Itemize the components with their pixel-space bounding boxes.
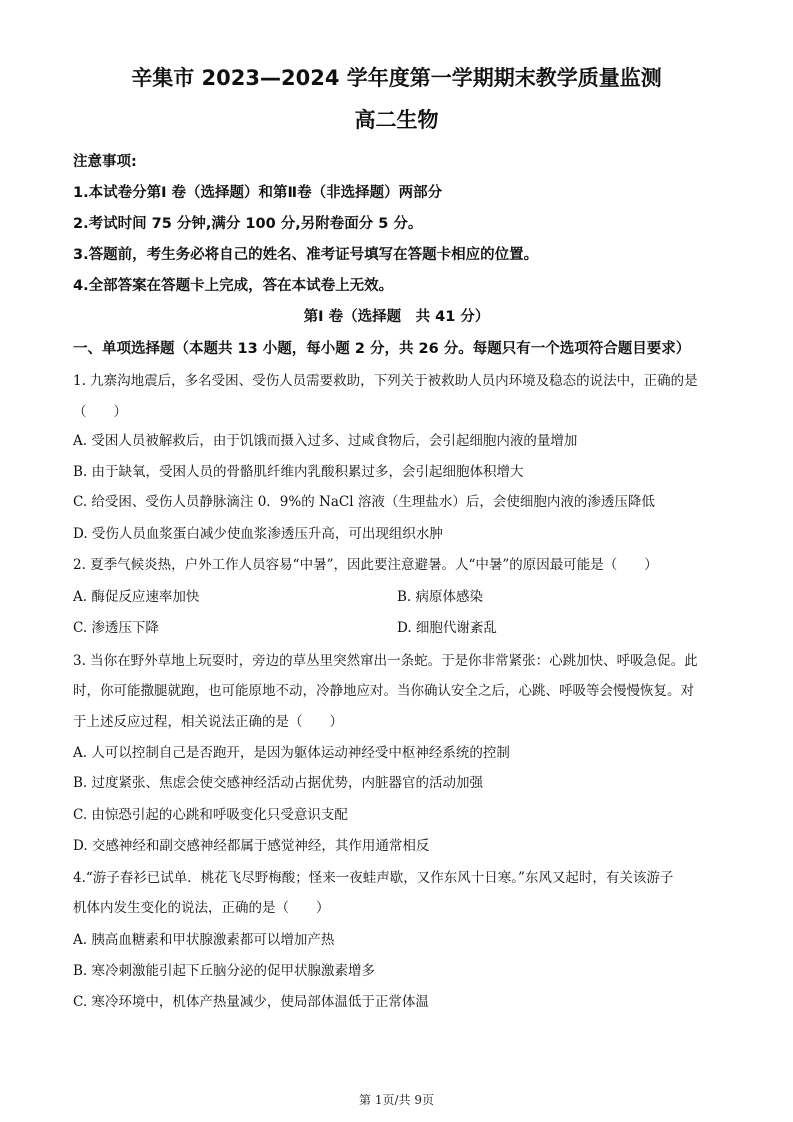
question-2-option-d: D. 细胞代谢紊乱 — [397, 620, 497, 636]
part-heading: 一、单项选择题（本题共 13 小题，每小题 2 分，共 26 分。每题只有一个选项符合题目要求） — [73, 341, 691, 357]
question-4-stem: 4.“游子春衫已试单．桃花飞尽野梅酸；怪来一夜蛙声歇，又作东风十日寒。”东风又起时，有关该游子 — [73, 870, 674, 886]
question-3-option-b: B. 过度紧张、焦虑会使交感神经活动占据优势，内脏器官的活动加强 — [73, 775, 484, 791]
notice-item: 2.考试时间 75 分钟,满分 100 分,另附卷面分 5 分。 — [73, 216, 423, 232]
question-1-stem: （ ） — [73, 404, 127, 420]
question-1-option-d: D. 受伤人员血浆蛋白减少使血浆渗透压升高，可出现组织水肿 — [73, 526, 443, 542]
question-4-option-b: B. 寒冷刺激能引起下丘脑分泌的促甲状腺激素增多 — [73, 963, 376, 979]
question-1-option-c: C. 给受困、受伤人员静脉滴注 0．9%的 NaCl 溶液（生理盐水）后，会使细胞内液的渗透压降低 — [73, 494, 655, 510]
exam-title: 辛集市 2023—2024 学年度第一学期期末教学质量监测 — [131, 66, 662, 90]
question-3-stem: 于上述反应过程，相关说法正确的是（ ） — [73, 714, 343, 730]
question-4-option-c: C. 寒冷环境中，机体产热量减少，使局部体温低于正常体温 — [73, 994, 429, 1010]
question-3-stem: 3. 当你在野外草地上玩耍时，旁边的草丛里突然窜出一条蛇。于是你非常紧张：心跳加快、呼吸急促。此 — [73, 653, 698, 669]
question-2-option-b: B. 病原体感染 — [397, 589, 484, 605]
section-title: 第Ⅰ 卷（选择题 共 41 分） — [303, 309, 490, 325]
question-2-stem: 2. 夏季气候炎热，户外工作人员容易“中暑”，因此要注意避暑。人“中暑”的原因最可能是（ ） — [73, 557, 658, 573]
notice-item: 1.本试卷分第Ⅰ 卷（选择题）和第Ⅱ卷（非选择题）两部分 — [73, 185, 443, 201]
question-4-option-a: A. 胰高血糖素和甲状腺激素都可以增加产热 — [73, 932, 335, 948]
notice-item: 4.全部答案在答题卡上完成，答在本试卷上无效。 — [73, 278, 394, 294]
question-1-option-b: B. 由于缺氧，受困人员的骨骼肌纤维内乳酸积累过多，会引起细胞体积增大 — [73, 464, 524, 480]
question-1-stem: 1. 九寨沟地震后，多名受困、受伤人员需要救助，下列关于被救助人员内环境及稳态的说法中，正确的是 — [73, 373, 698, 389]
question-2-option-c: C. 渗透压下降 — [73, 620, 159, 636]
notice-item: 3.答题前，考生务必将自己的姓名、准考证号填写在答题卡相应的位置。 — [73, 247, 539, 263]
question-4-stem: 机体内发生变化的说法，正确的是（ ） — [73, 900, 330, 916]
question-2-option-a: A. 酶促反应速率加快 — [73, 589, 200, 605]
question-3-stem: 时，你可能撒腿就跑，也可能原地不动，冷静地应对。当你确认安全之后，心跳、呼吸等会慢慢恢复。对 — [73, 683, 694, 699]
question-1-option-a: A. 受困人员被解救后，由于饥饿而摄入过多、过咸食物后，会引起细胞内液的量增加 — [73, 433, 578, 449]
exam-subject: 高二生物 — [354, 108, 439, 132]
question-3-option-d: D. 交感神经和副交感神经都属于感觉神经，其作用通常相反 — [73, 838, 430, 854]
question-3-option-a: A. 人可以控制自己是否跑开，是因为躯体运动神经受中枢神经系统的控制 — [73, 745, 510, 761]
page-number: 第 1页/共 9页 — [359, 1093, 434, 1107]
question-3-option-c: C. 由惊恐引起的心跳和呼吸变化只受意识支配 — [73, 807, 348, 823]
notice-heading: 注意事项: — [73, 154, 137, 170]
